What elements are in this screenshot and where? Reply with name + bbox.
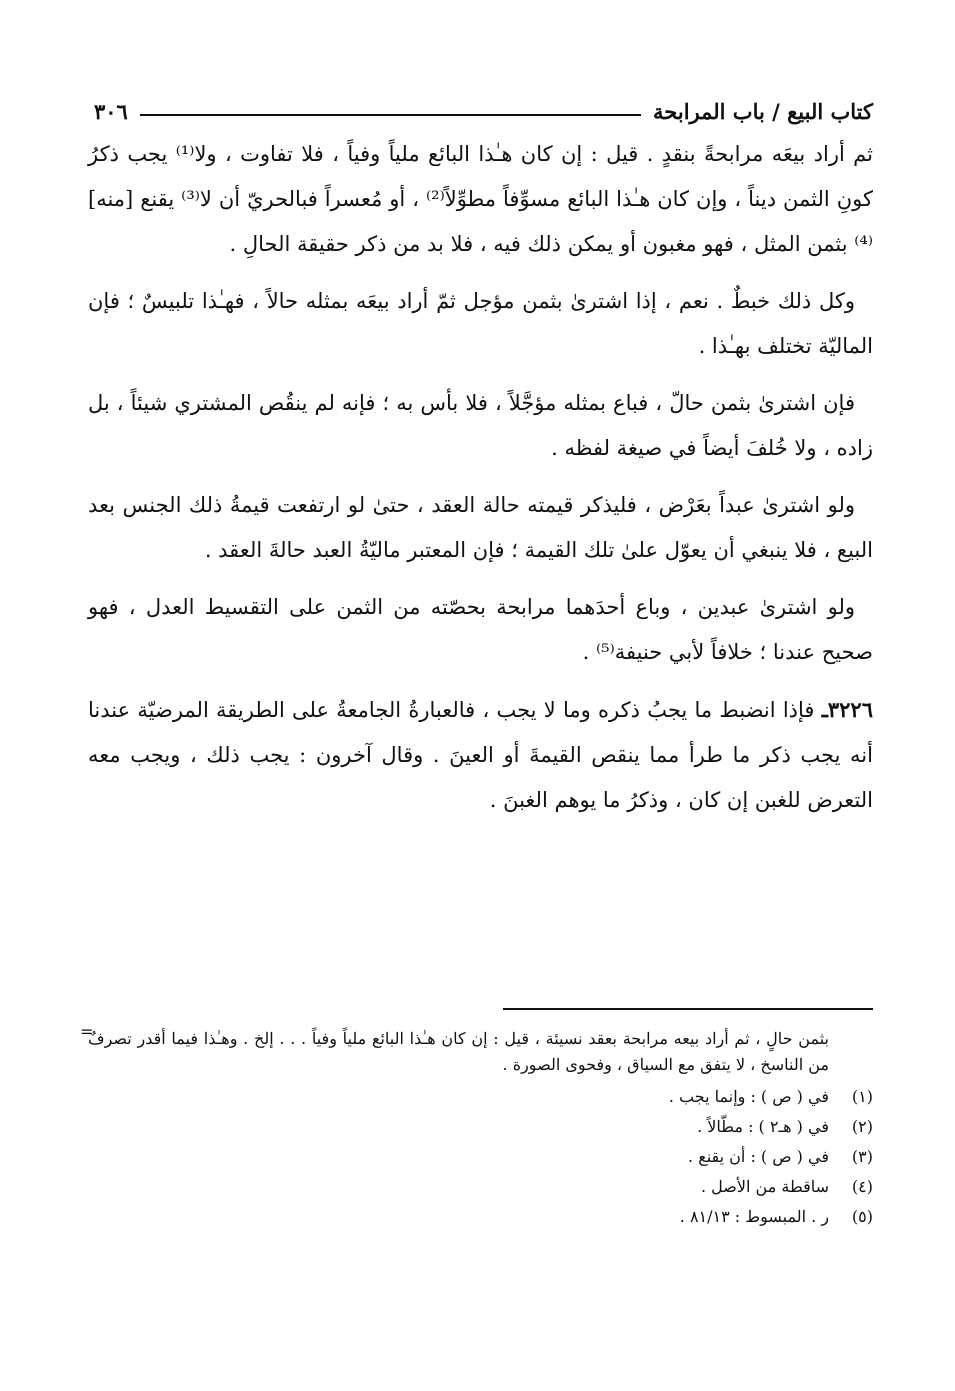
footnote-continuation: بثمن حالٍ ، ثم أراد بيعه مرابحة بعقد نسيئة ، قيل : إن كان هـٰذا البائع ملياً وفياً . . . إلخ . وهـٰذا فيما أقدر تصرفٌ من الناسخ ، لا يتفق مع السياق ، وفحوى الصورة . bbox=[88, 1029, 829, 1074]
footnote-text: في ( هـ٢ ) : مطّالاً . bbox=[697, 1117, 829, 1136]
numbered-section bbox=[88, 687, 873, 823]
page-number: ٣٠٦ bbox=[94, 99, 128, 124]
running-title: كتاب البيع / باب المرابحة bbox=[653, 99, 873, 124]
section-number: ٣٢٢٦ـ bbox=[821, 697, 873, 722]
footnote-continuation-mark: = bbox=[80, 1022, 94, 1041]
footnote-text: ساقطة من الأصل . bbox=[701, 1177, 829, 1196]
footnote-number: (١) bbox=[851, 1087, 873, 1106]
book-page bbox=[80, 82, 873, 1382]
footnote-number: (٥) bbox=[851, 1207, 873, 1226]
footnote bbox=[88, 1084, 873, 1110]
footnote-separator bbox=[503, 1008, 873, 1010]
footnote-number: (٢) bbox=[851, 1117, 873, 1136]
footnote-number: (٣) bbox=[851, 1147, 873, 1166]
paragraph: ثم أراد بيعَه مرابحةً بنقدٍ . قيل : إن كان هـٰذا البائع ملياً وفياً ، فلا تفاوت ، ولا⁽¹⁾ يجب ذكرُ كونِ الثمن ديناً ، وإن كان هـٰذا البائع مسوِّفاً مطوِّلاً⁽²⁾ ، أو مُعسراً فبالحريّ أن لا⁽³⁾ يقنع [منه]⁽⁴⁾ بثمن المثل ، فهو مغبون أو يمكن ذلك فيه ، فلا بد من ذكر حقيقة الحالِ . bbox=[88, 142, 873, 256]
paragraph: ولو اشترىٰ عبدين ، وباع أحدَهما مرابحة بحصّته من الثمن على التقسيط العدل ، فهو صحيح عندنا ؛ خلافاً لأبي حنيفة⁽⁵⁾ . bbox=[88, 595, 873, 664]
paragraph: فإن اشترىٰ بثمن حالّ ، فباع بمثله مؤجَّلاً ، فلا بأس به ؛ فإنه لم ينقُص المشتري شيئاً ، بل زاده ، ولا خُلفَ أيضاً في صيغة لفظه . bbox=[88, 391, 873, 460]
page-header bbox=[88, 82, 873, 122]
footnote-text: في ( ص ) : وإنما يجب . bbox=[668, 1087, 829, 1106]
footnotes bbox=[88, 1026, 873, 1234]
footnote-number: (٤) bbox=[851, 1177, 873, 1196]
footnote-text: ر . المبسوط : ٨١/١٣ . bbox=[679, 1207, 829, 1226]
footnote-text: في ( ص ) : أن يقنع . bbox=[688, 1147, 829, 1166]
section-text: فإذا انضبط ما يجبُ ذكره وما لا يجب ، فالعبارةُ الجامعةُ على الطريقة المرضيّة عندنا أنه يجب ذكر ما طرأ مما ينقص القيمةَ أو العينَ . وقال آخرون : يجب ذلك ، ويجب معه التعرض للغبن إن كان ، وذكرُ ما يوهم الغبنَ . bbox=[88, 698, 873, 812]
footnote bbox=[88, 1144, 873, 1170]
header-rule bbox=[140, 114, 641, 116]
footnote bbox=[88, 1204, 873, 1230]
main-text bbox=[88, 132, 873, 823]
paragraph: ولو اشترىٰ عبداً بعَرْض ، فليذكر قيمته حالة العقد ، حتىٰ لو ارتفعت قيمةُ ذلك الجنس بعد البيع ، فلا ينبغي أن يعوّل علىٰ تلك القيمة ؛ فإن المعتبر ماليّةُ العبد حالةَ العقد . bbox=[88, 493, 873, 562]
paragraph: وكل ذلك خبطٌ . نعم ، إذا اشترىٰ بثمن مؤجل ثمّ أراد بيعَه بمثله حالاً ، فهـٰذا تلبيسٌ ؛ فإن الماليّة تختلف بهـٰذا . bbox=[88, 289, 873, 358]
footnote bbox=[88, 1114, 873, 1140]
footnote bbox=[88, 1174, 873, 1200]
